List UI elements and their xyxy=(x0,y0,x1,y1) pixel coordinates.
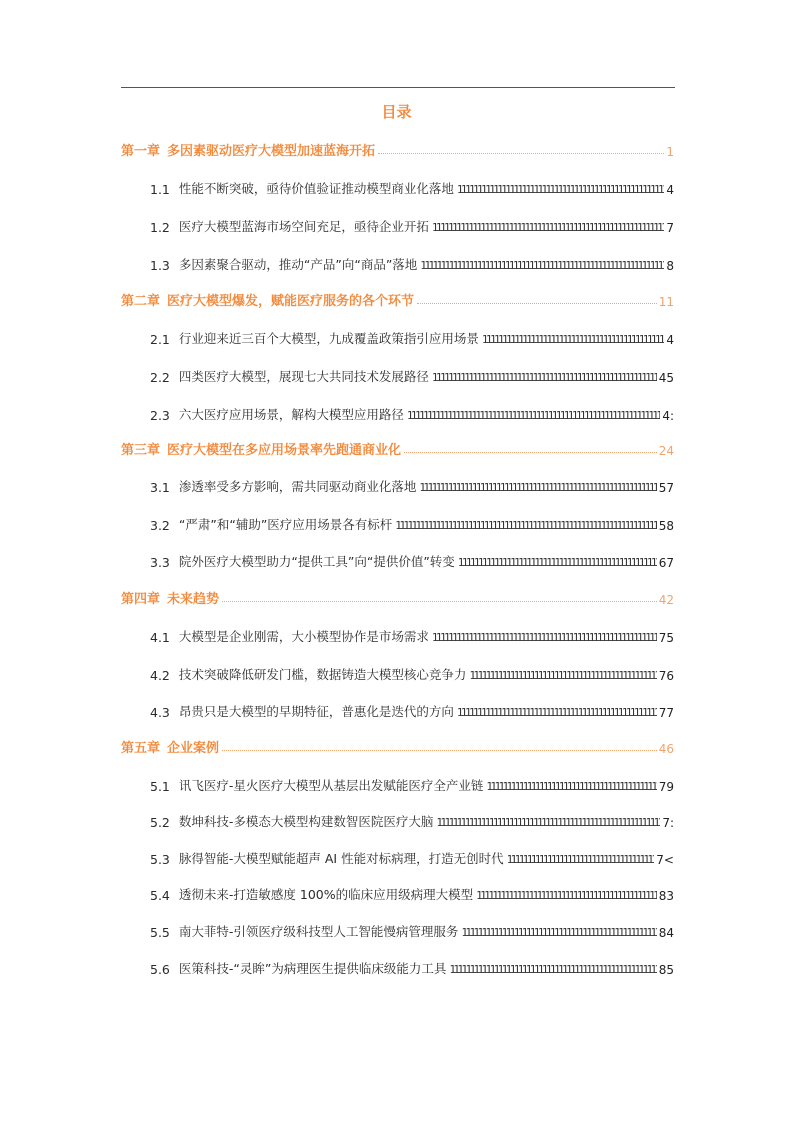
toc-title: 目录 xyxy=(381,103,412,121)
leader-dots xyxy=(222,750,657,751)
entry-number: 5.2 xyxy=(150,815,170,830)
entry-page-number: 7< xyxy=(656,853,674,867)
entry-number: 第一章 xyxy=(121,144,161,159)
entry-title: 脉得智能-大模型赋能超声 AI 性能对标病理，打造无创时代 xyxy=(178,851,504,866)
entry-title: 四类医疗大模型，展现七大共同技术发展路径 xyxy=(178,369,429,384)
entry-number: 5.1 xyxy=(150,779,170,794)
entry-number: 3.3 xyxy=(150,555,170,570)
entry-page-number: 4 xyxy=(666,183,674,197)
entry-page-number: 76 xyxy=(658,669,674,683)
entry-page-number: 85 xyxy=(658,963,674,977)
leader-dots xyxy=(457,182,664,194)
entry-title: 医疗大模型蓝海市场空间充足，亟待企业开拓 xyxy=(178,219,429,234)
entry-number: 2.1 xyxy=(150,332,170,347)
entry-page-number: 7 xyxy=(666,221,674,235)
entry-number: 3.2 xyxy=(150,518,170,533)
toc-chapter-entry[interactable] xyxy=(121,436,674,458)
entry-page-number: 7: xyxy=(662,816,674,830)
leader-dots xyxy=(417,303,657,304)
toc-section-entry[interactable] xyxy=(150,213,674,235)
toc-section-entry[interactable] xyxy=(150,511,674,533)
entry-title: 昂贵只是大模型的早期特征，普惠化是迭代的方向 xyxy=(178,704,454,719)
entry-title: 透彻未来-打造敏感度 100%的临床应用级病理大模型 xyxy=(178,887,474,902)
toc-section-entry[interactable] xyxy=(150,325,674,347)
entry-page-number: 11 xyxy=(658,295,674,309)
toc-section-entry[interactable] xyxy=(150,473,674,495)
toc-chapter-entry[interactable] xyxy=(121,585,674,607)
entry-number: 4.1 xyxy=(150,630,170,645)
leader-dots xyxy=(378,153,664,154)
entry-title: 医疗大模型在多应用场景率先跑通商业化 xyxy=(167,443,402,458)
toc-section-entry[interactable] xyxy=(150,623,674,645)
toc-section-entry[interactable] xyxy=(150,918,674,940)
leader-dots xyxy=(395,518,656,530)
leader-dots xyxy=(420,258,664,270)
entry-number: 4.2 xyxy=(150,668,170,683)
entry-title: 行业迎来近三百个大模型，九成覆盖政策指引应用场景 xyxy=(178,331,479,346)
entry-number: 1.3 xyxy=(150,258,170,273)
entry-title: 渗透率受多方影响，需共同驱动商业化落地 xyxy=(178,479,417,494)
entry-page-number: 24 xyxy=(658,444,674,458)
toc-section-entry[interactable] xyxy=(150,661,674,683)
leader-dots xyxy=(507,852,655,864)
entry-number: 第二章 xyxy=(121,294,161,309)
leader-dots xyxy=(432,220,664,232)
leader-dots xyxy=(432,630,657,642)
entry-page-number: 75 xyxy=(658,631,674,645)
entry-number: 第三章 xyxy=(121,443,161,458)
entry-number: 1.2 xyxy=(150,220,170,235)
entry-page-number: 58 xyxy=(658,519,674,533)
leader-dots xyxy=(461,925,656,937)
toc-section-entry[interactable] xyxy=(150,808,674,830)
leader-dots xyxy=(404,452,657,453)
entry-title: 多因素聚合驱动，推动“产品”向“商品”落地 xyxy=(178,257,418,272)
entry-page-number: 45 xyxy=(658,371,674,385)
leader-dots xyxy=(482,332,664,344)
entry-title: 未来趋势 xyxy=(167,592,220,607)
entry-title: 技术突破降低研发门槛，数据铸造大模型核心竞争力 xyxy=(178,667,467,682)
entry-title: 数坤科技-多模态大模型构建数智医院医疗大脑 xyxy=(178,814,434,829)
entry-title: 六大医疗应用场景，解构大模型应用路径 xyxy=(178,407,404,422)
entry-number: 2.3 xyxy=(150,408,170,423)
entry-title: 医疗大模型爆发，赋能医疗服务的各个环节 xyxy=(167,294,415,309)
entry-page-number: 46 xyxy=(658,742,674,756)
entry-title: 讯飞医疗-星火医疗大模型从基层出发赋能医疗全产业链 xyxy=(178,778,484,793)
toc-chapter-entry[interactable] xyxy=(121,734,674,756)
toc-section-entry[interactable] xyxy=(150,175,674,197)
entry-number: 第五章 xyxy=(121,741,161,756)
entry-page-number: 77 xyxy=(658,706,674,720)
leader-dots xyxy=(458,555,657,567)
entry-title: 大模型是企业刚需，大小模型协作是市场需求 xyxy=(178,629,429,644)
leader-dots xyxy=(419,480,656,492)
entry-number: 5.3 xyxy=(150,852,170,867)
toc-chapter-entry[interactable] xyxy=(121,287,674,309)
entry-number: 5.4 xyxy=(150,888,170,903)
header-rule xyxy=(121,87,675,88)
entry-number: 第四章 xyxy=(121,592,161,607)
entry-title: 院外医疗大模型助力“提供工具”向“提供价值”转变 xyxy=(178,554,455,569)
entry-title: 南大菲特-引领医疗级科技型人工智能慢病管理服务 xyxy=(178,924,459,939)
leader-dots xyxy=(469,668,656,680)
toc-section-entry[interactable] xyxy=(150,363,674,385)
toc-section-entry[interactable] xyxy=(150,401,674,423)
leader-dots xyxy=(449,962,656,974)
toc-section-entry[interactable] xyxy=(150,772,674,794)
entry-number: 5.5 xyxy=(150,925,170,940)
leader-dots xyxy=(222,601,657,602)
entry-page-number: 79 xyxy=(658,780,674,794)
leader-dots xyxy=(407,408,660,420)
entry-title: 医策科技-“灵眸”为病理医生提供临床级能力工具 xyxy=(178,961,447,976)
entry-page-number: 4: xyxy=(662,409,674,423)
leader-dots xyxy=(436,815,660,827)
entry-title: 企业案例 xyxy=(167,741,220,756)
entry-page-number: 1 xyxy=(666,145,674,159)
toc-section-entry[interactable] xyxy=(150,845,674,867)
entry-title: 性能不断突破，亟待价值验证推动模型商业化落地 xyxy=(178,181,454,196)
entry-title: “严肃”和“辅助”医疗应用场景各有标杆 xyxy=(178,517,393,532)
entry-page-number: 57 xyxy=(658,481,674,495)
entry-page-number: 8 xyxy=(666,259,674,273)
toc-section-entry[interactable] xyxy=(150,548,674,570)
leader-dots xyxy=(476,888,657,900)
entry-number: 3.1 xyxy=(150,480,170,495)
leader-dots xyxy=(486,779,656,791)
toc-section-entry[interactable] xyxy=(150,955,674,977)
entry-number: 1.1 xyxy=(150,182,170,197)
leader-dots xyxy=(457,705,657,717)
leader-dots xyxy=(432,370,657,382)
entry-page-number: 4 xyxy=(666,333,674,347)
entry-number: 5.6 xyxy=(150,962,170,977)
entry-page-number: 84 xyxy=(658,926,674,940)
entry-page-number: 42 xyxy=(658,593,674,607)
toc-chapter-entry[interactable] xyxy=(121,137,674,159)
entry-number: 4.3 xyxy=(150,705,170,720)
entry-number: 2.2 xyxy=(150,370,170,385)
toc-section-entry[interactable] xyxy=(150,251,674,273)
toc-section-entry[interactable] xyxy=(150,698,674,720)
entry-page-number: 83 xyxy=(658,889,674,903)
entry-title: 多因素驱动医疗大模型加速蓝海开拓 xyxy=(167,144,376,159)
entry-page-number: 67 xyxy=(658,556,674,570)
toc-section-entry[interactable] xyxy=(150,881,674,903)
